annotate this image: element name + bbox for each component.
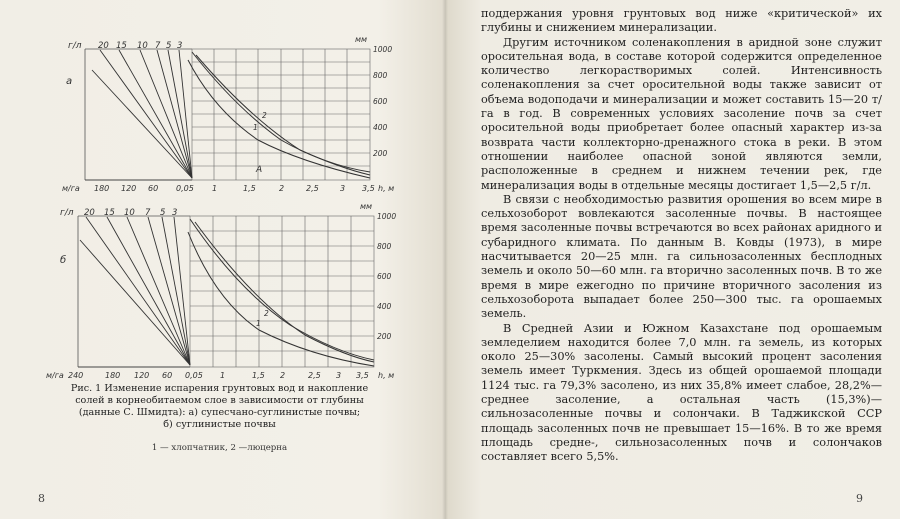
fig-a-right-tick: 200 (373, 149, 388, 158)
fig-a-right-tick: 400 (373, 123, 388, 132)
page-number-right: 9 (856, 492, 863, 505)
fig-a-top-tick: 7 (155, 41, 161, 51)
fig-a-bottom-tick: 2,5 (306, 184, 319, 193)
fig-a-bottom-tick: 60 (148, 184, 159, 193)
figure-b (46, 202, 396, 380)
fig-a-top-tick: 15 (116, 41, 127, 51)
paragraph: Другим источником соленакопления в аридной зоне служит оросительная вода, в составе которой содержится определенное количество легкорастворимых солей. Интенсивность соленакопления за счет оросительной воды также зависит от объема водоподачи и минерализации и может составить 15—20 т/га в год. В современных условиях засоление почв за счет оросительной воды приобретает более опасный характер из-за возврата части коллекторно-дренажного стока в реки. В этом отношении наиболее опасной зоной являются земли, расположенные в среднем и нижнем течении рек, где минерализация воды в отдельные месяцы достигает 1,5—2,5 г/л. (481, 35, 882, 192)
fig-a-top-tick: 5 (166, 41, 172, 51)
fig-b-bottom-label: м/га (46, 371, 64, 380)
fig-a-bottom-tick: 1,5 (243, 184, 256, 193)
fig-a-top-tick: 10 (137, 41, 148, 51)
fig-b-grid (190, 216, 374, 367)
fig-a-top-axis-label: г/л (68, 41, 82, 51)
fig-b-right-tick: 600 (377, 272, 392, 281)
fig-b-top-tick: 10 (124, 208, 135, 218)
fig-b-curve-label: 2 (264, 309, 269, 318)
fig-a-bottom-tick: 2 (279, 184, 285, 193)
fig-b-top-tick: 5 (160, 208, 166, 218)
fig-b-right-unit: мм (360, 202, 373, 211)
fig-b-bottom-tick: 180 (105, 371, 121, 380)
fig-a-top-tick: 3 (177, 41, 183, 51)
fig-b-bottom-tick: 240 (68, 371, 84, 380)
fig-a-bottom-tick: 120 (121, 184, 137, 193)
fig-b-top-tick: 7 (145, 208, 151, 218)
fig-b-curve-label: 1 (256, 319, 261, 328)
fig-b-bottom-tick: 120 (134, 371, 150, 380)
fig-b-top-tick: 15 (104, 208, 115, 218)
caption-line: б) суглинистые почвы (163, 419, 276, 430)
figure-caption (42, 383, 397, 431)
fig-b-salt-lines (80, 217, 190, 365)
fig-a-grid (192, 49, 370, 180)
fig-b-bottom-unit: h, м (378, 371, 395, 380)
fig-a-right-tick: 800 (373, 71, 388, 80)
caption-line: солей в корнеобитаемом слое в зависимости от глубины (75, 395, 364, 406)
body-text (481, 7, 882, 465)
paragraph: поддержания уровня грунтовых вод ниже «критической» их глубины и снижением минерализации. (481, 7, 882, 35)
fig-a-marker: А (256, 165, 263, 175)
page-number-left: 8 (38, 492, 45, 505)
fig-a-bottom-tick: 1 (212, 184, 218, 193)
fig-a-bottom-tick: 3 (340, 184, 346, 193)
fig-b-bottom-tick: 1 (220, 371, 226, 380)
fig-b-right-tick: 400 (377, 302, 392, 311)
figure-1 (0, 0, 445, 519)
fig-a-bottom-unit: h, м (378, 184, 395, 193)
paragraph: В связи с необходимостью развития орошения во всем мире в сельхозоборот вовлекаются засоленные почвы. В настоящее время засоленные почвы встречаются во всех районах аридного и субаридного климата. По данным В. Ковды (1973), в мире насчитывается 20—25 млн. га сильнозасоленных бесплодных земель и около 50—60 млн. га вторично засоленных почв. В то же время в мире ежегодно по причине вторичного засоления из сельхозоборота выпадает более 250—300 тыс. га орошаемых земель. (481, 192, 882, 321)
fig-b-top-axis-label: г/л (60, 208, 74, 218)
fig-b-right-tick: 1000 (377, 212, 397, 221)
fig-b-bottom-tick: 2,5 (308, 371, 321, 380)
fig-b-top-tick: 20 (84, 208, 95, 218)
fig-b-bottom-tick: 60 (162, 371, 173, 380)
fig-a-right-tick: 1000 (373, 45, 393, 54)
fig-a-bottom-tick: 0,05 (176, 184, 194, 193)
fig-a-right-tick: 600 (373, 97, 388, 106)
fig-a-right-unit: мм (355, 35, 368, 44)
fig-b-right-tick: 200 (377, 332, 392, 341)
fig-b-bottom-tick: 3 (336, 371, 342, 380)
fig-b-top-tick: 3 (172, 208, 178, 218)
fig-a-evap-curves (188, 52, 370, 178)
fig-a-curve-label: 1 (253, 123, 258, 132)
fig-a-salt-lines (92, 50, 192, 178)
figure-legend: 1 — хлопчатник, 2 —люцерна (151, 443, 288, 453)
fig-b-bottom-tick: 0,05 (185, 371, 203, 380)
fig-b-bottom-tick: 1,5 (252, 371, 265, 380)
fig-a-panel-label: a (66, 76, 73, 87)
caption-line: Рис. 1 Изменение испарения грунтовых вод и накопление (70, 383, 369, 394)
fig-b-evap-curves (188, 219, 374, 366)
fig-b-right-tick: 800 (377, 242, 392, 251)
fig-a-curve-label: 2 (262, 111, 267, 120)
caption-line: (данные С. Шмидта): а) супесчано-суглинистые почвы; (78, 407, 361, 418)
fig-b-panel-label: б (60, 255, 67, 266)
fig-b-bottom-tick: 3,5 (356, 371, 369, 380)
paragraph: В Средней Азии и Южном Казахстане под орошаемым земледелием находится более 7,0 млн. га земель, из которых около 25—30% засолены. Самый высокий процент засоления земель имеет Туркмения. Здесь из общей орошаемой площади 1124 тыс. га 79,3% засолено, из них 35,8% имеет слабое, 28,2%— среднее засоление, а остальная часть (15,3%)— сильнозасоленные почвы и солончаки. В Таджикской ССР площадь засоленных почв не превышает 15—16%. В то же время площадь средне-, сильнозасоленных почв и солончаков составляет всего 5,5%. (481, 321, 882, 464)
fig-a-bottom-tick: 180 (94, 184, 110, 193)
fig-a-bottom-tick: 3,5 (362, 184, 375, 193)
fig-a-top-tick: 20 (98, 41, 109, 51)
figure-a (62, 35, 394, 193)
fig-a-bottom-label: м/га (62, 184, 80, 193)
fig-b-bottom-tick: 2 (280, 371, 286, 380)
